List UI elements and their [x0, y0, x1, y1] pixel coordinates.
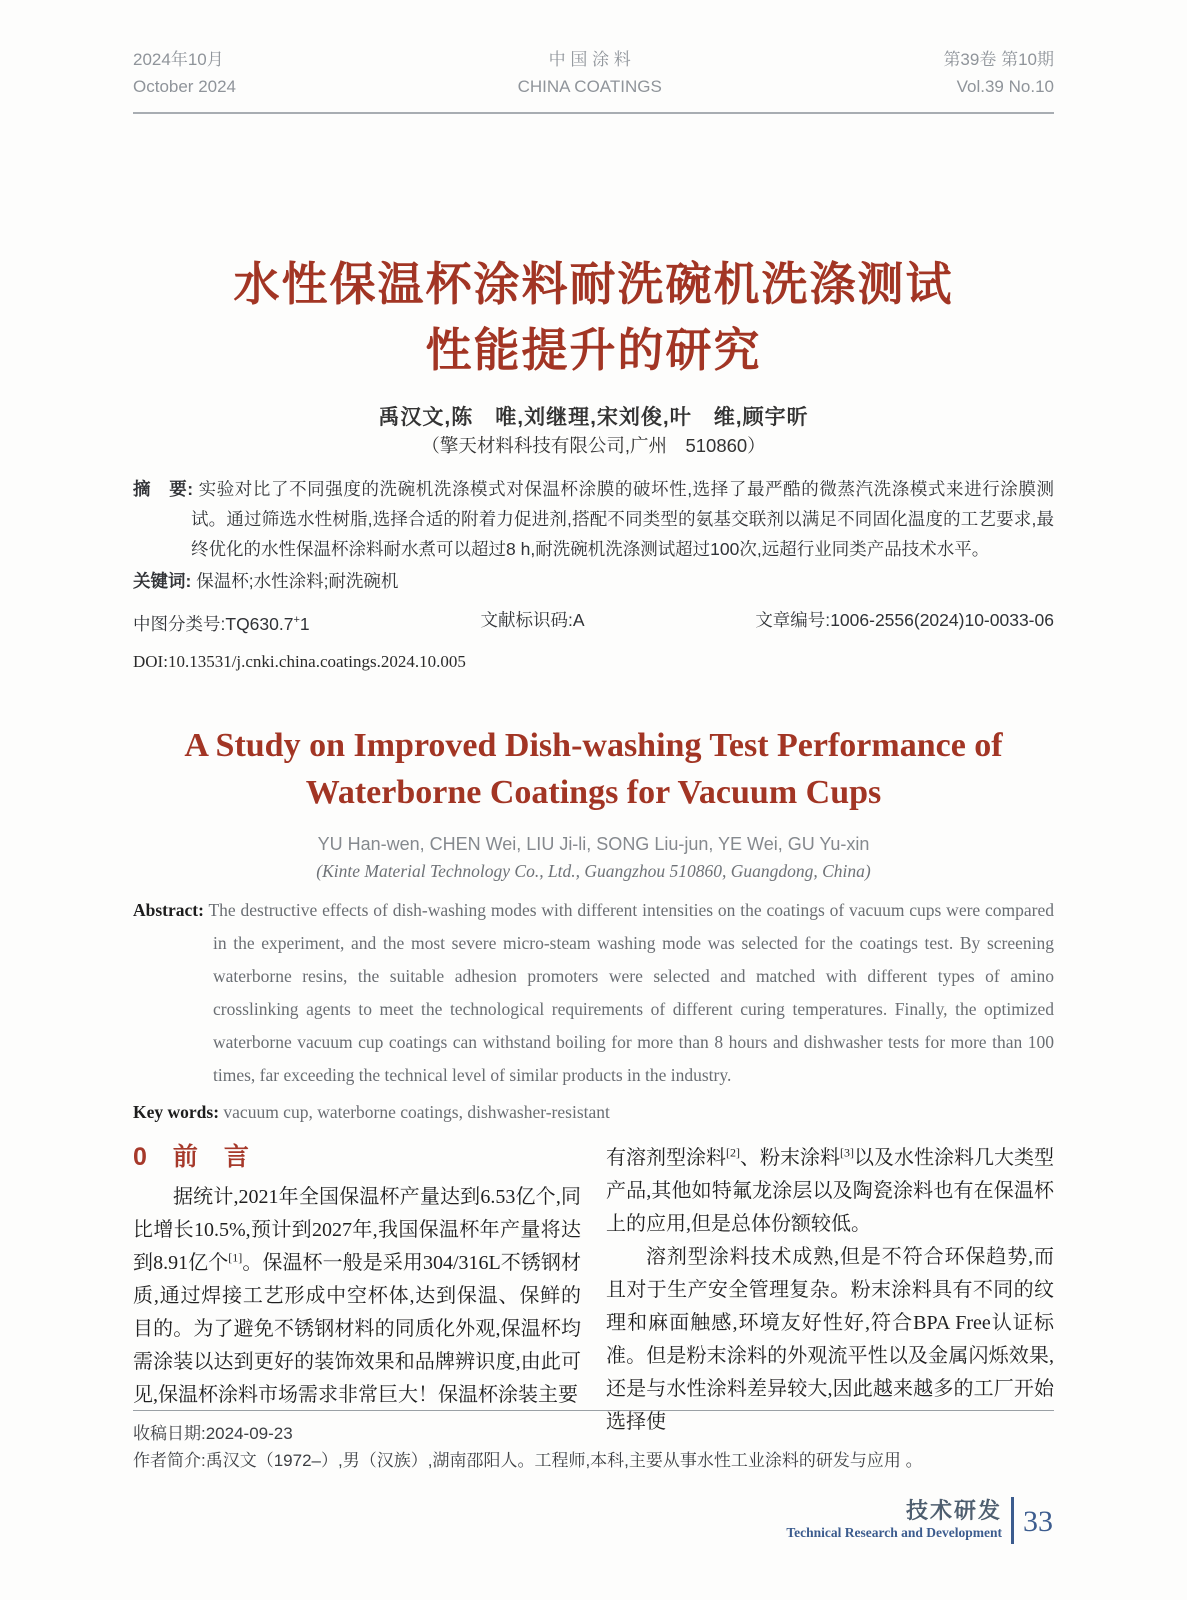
header-issue — [943, 46, 1054, 100]
abstract-en-label: Abstract: — [133, 900, 204, 920]
abstract-en-block — [133, 894, 1054, 1129]
footer-category-cn: 技术研发 — [905, 1498, 1002, 1523]
intro-left-column — [133, 1142, 581, 1439]
page-number: 33 — [1023, 1505, 1053, 1538]
footer-category — [786, 1496, 1002, 1542]
affiliation-en: (Kinte Material Technology Co., Ltd., Guangzhou 510860, Guangdong, China) — [316, 861, 871, 881]
received-date: 收稿日期:2024-09-23 — [133, 1424, 293, 1443]
doi: DOI:10.13531/j.cnki.china.coatings.2024.10.005 — [133, 651, 466, 671]
abstract-cn-text: 实验对比了不同强度的洗碗机洗涤模式对保温杯涂膜的破坏性,选择了最严酷的微蒸汽洗涤模式来进行涂膜测试。通过筛选水性树脂,选择合适的附着力促进剂,搭配不同类型的氨基交联剂以满足不同固化温度的工艺要求,最终优化的水性保温杯涂料耐水煮可以超过8 h,耐洗碗机洗涤测试超过100次,远超行业同类产品技术水平。 — [191, 479, 1055, 559]
introduction-columns — [133, 1142, 1054, 1439]
keywords-cn-label: 关键词: — [133, 571, 192, 591]
section-title: 前言 — [172, 1143, 275, 1171]
header-journal — [518, 46, 662, 100]
section-heading — [133, 1142, 581, 1172]
meta-row — [133, 605, 1054, 639]
header-date-cn: 2024年10月 — [133, 50, 224, 69]
intro-paragraph-1-continued: 有溶剂型涂料[2]、粉末涂料[3]以及水性涂料几大类型产品,其他如特氟龙涂层以及陶瓷涂料也有在保温杯上的应用,但是总体份额较低。 — [606, 1145, 1054, 1235]
footer-divider-bar — [1011, 1497, 1014, 1544]
issue-info-en: Vol.39 No.10 — [956, 77, 1054, 96]
abstract-cn — [133, 474, 1054, 564]
authors-cn: 禹汉文,陈 唯,刘继理,宋刘俊,叶 维,顾宇昕 — [378, 406, 809, 429]
abstract-en-text: The destructive effects of dish-washing modes with different intensities on the coatings of vacuum cups were compared in the experiment, and the most severe micro-steam washing mode was selected for the coatings test. By screening waterborne resins, the suitable adhesion promoters were selected and matched with different types of amino crosslinking agents to meet the technological requirements of different curing temperatures. Finally, the optimized waterborne vacuum cup coatings can withstand boiling for more than 8 hours and dishwasher tests for more than 100 times, far exceeding the technical level of similar products in the industry. — [208, 900, 1055, 1085]
keywords-cn-text: 保温杯;水性涂料;耐洗碗机 — [196, 571, 399, 591]
affiliation-cn: （擎天材料科技有限公司,广州 510860） — [421, 435, 766, 456]
header-date — [133, 46, 236, 100]
section-number: 0 — [133, 1143, 147, 1171]
journal-name-cn: 中 国 涂 料 — [548, 50, 631, 69]
paper-title-cn-line2: 性能提升的研究 — [425, 324, 762, 376]
keywords-en — [133, 1096, 1054, 1129]
paper-title-en-line2: Waterborne Coatings for Vacuum Cups — [305, 774, 882, 811]
paper-title-en-line1: A Study on Improved Dish-washing Test Performance of — [184, 727, 1003, 764]
abstract-cn-label: 摘 要: — [133, 479, 194, 499]
intro-paragraph-2: 溶剂型涂料技术成熟,但是不符合环保趋势,而且对于生产安全管理复杂。粉末涂料具有不同的纹理和麻面触感,环境友好性好,符合BPA Free认证标准。但是粉末涂料的外观流平性以及金属闪烁效果,还是与水性涂料差异较大,因此越来越多的工厂开始选择使 — [606, 1246, 1054, 1433]
clc-superscript: + — [293, 614, 300, 626]
footnote-block — [133, 1410, 1054, 1474]
authors-en: YU Han-wen, CHEN Wei, LIU Ji-li, SONG Liu-jun, YE Wei, GU Yu-xin — [317, 834, 870, 854]
issue-info-cn: 第39卷 第10期 — [943, 50, 1054, 69]
paper-title-en — [133, 722, 1054, 816]
reference-3: [3] — [840, 1145, 854, 1160]
keywords-cn — [133, 566, 1054, 596]
header-divider — [133, 112, 1054, 114]
paper-title-cn — [133, 251, 1054, 383]
paper-title-cn-line1: 水性保温杯涂料耐洗碗机洗涤测试 — [233, 258, 954, 310]
header-date-en: October 2024 — [133, 77, 237, 96]
author-bio: 作者简介:禹汉文（1972–）,男（汉族）,湖南邵阳人。工程师,本科,主要从事水性工业涂料的研发与应用 。 — [133, 1451, 923, 1470]
footer-section-tag — [786, 1496, 1053, 1544]
abstract-en — [133, 894, 1054, 1092]
keywords-en-label: Key words: — [133, 1102, 220, 1122]
reference-2: [2] — [726, 1145, 740, 1160]
keywords-en-text: vacuum cup, waterborne coatings, dishwasher-resistant — [223, 1102, 610, 1122]
intro-paragraph-1: 据统计,2021年全国保温杯产量达到6.53亿个,同比增长10.5%,预计到2027年,我国保温杯年产量将达到8.91亿个[1]。保温杯一般是采用304/316L不锈钢材质,通过焊接工艺形成中空杯体,达到保温、保鲜的目的。为了避免不锈钢材料的同质化外观,保温杯均需涂装以达到更好的装饰效果和品牌辨识度,由此可见,保温杯涂料市场需求非常巨大！保温杯涂装主要 — [133, 1186, 582, 1406]
footer-category-en: Technical Research and Development — [786, 1525, 1002, 1540]
abstract-meta-block — [133, 474, 1054, 677]
article-id: 文章编号:1006-2556(2024)10-0033-06 — [755, 610, 1054, 630]
journal-name-en: CHINA COATINGS — [517, 77, 662, 96]
clc-number: 中图分类号:TQ630.7+1 — [133, 613, 310, 634]
intro-right-column — [606, 1142, 1054, 1439]
reference-1: [1] — [228, 1250, 243, 1265]
document-code: 文献标识码:A — [480, 610, 585, 630]
journal-header — [133, 46, 1054, 100]
